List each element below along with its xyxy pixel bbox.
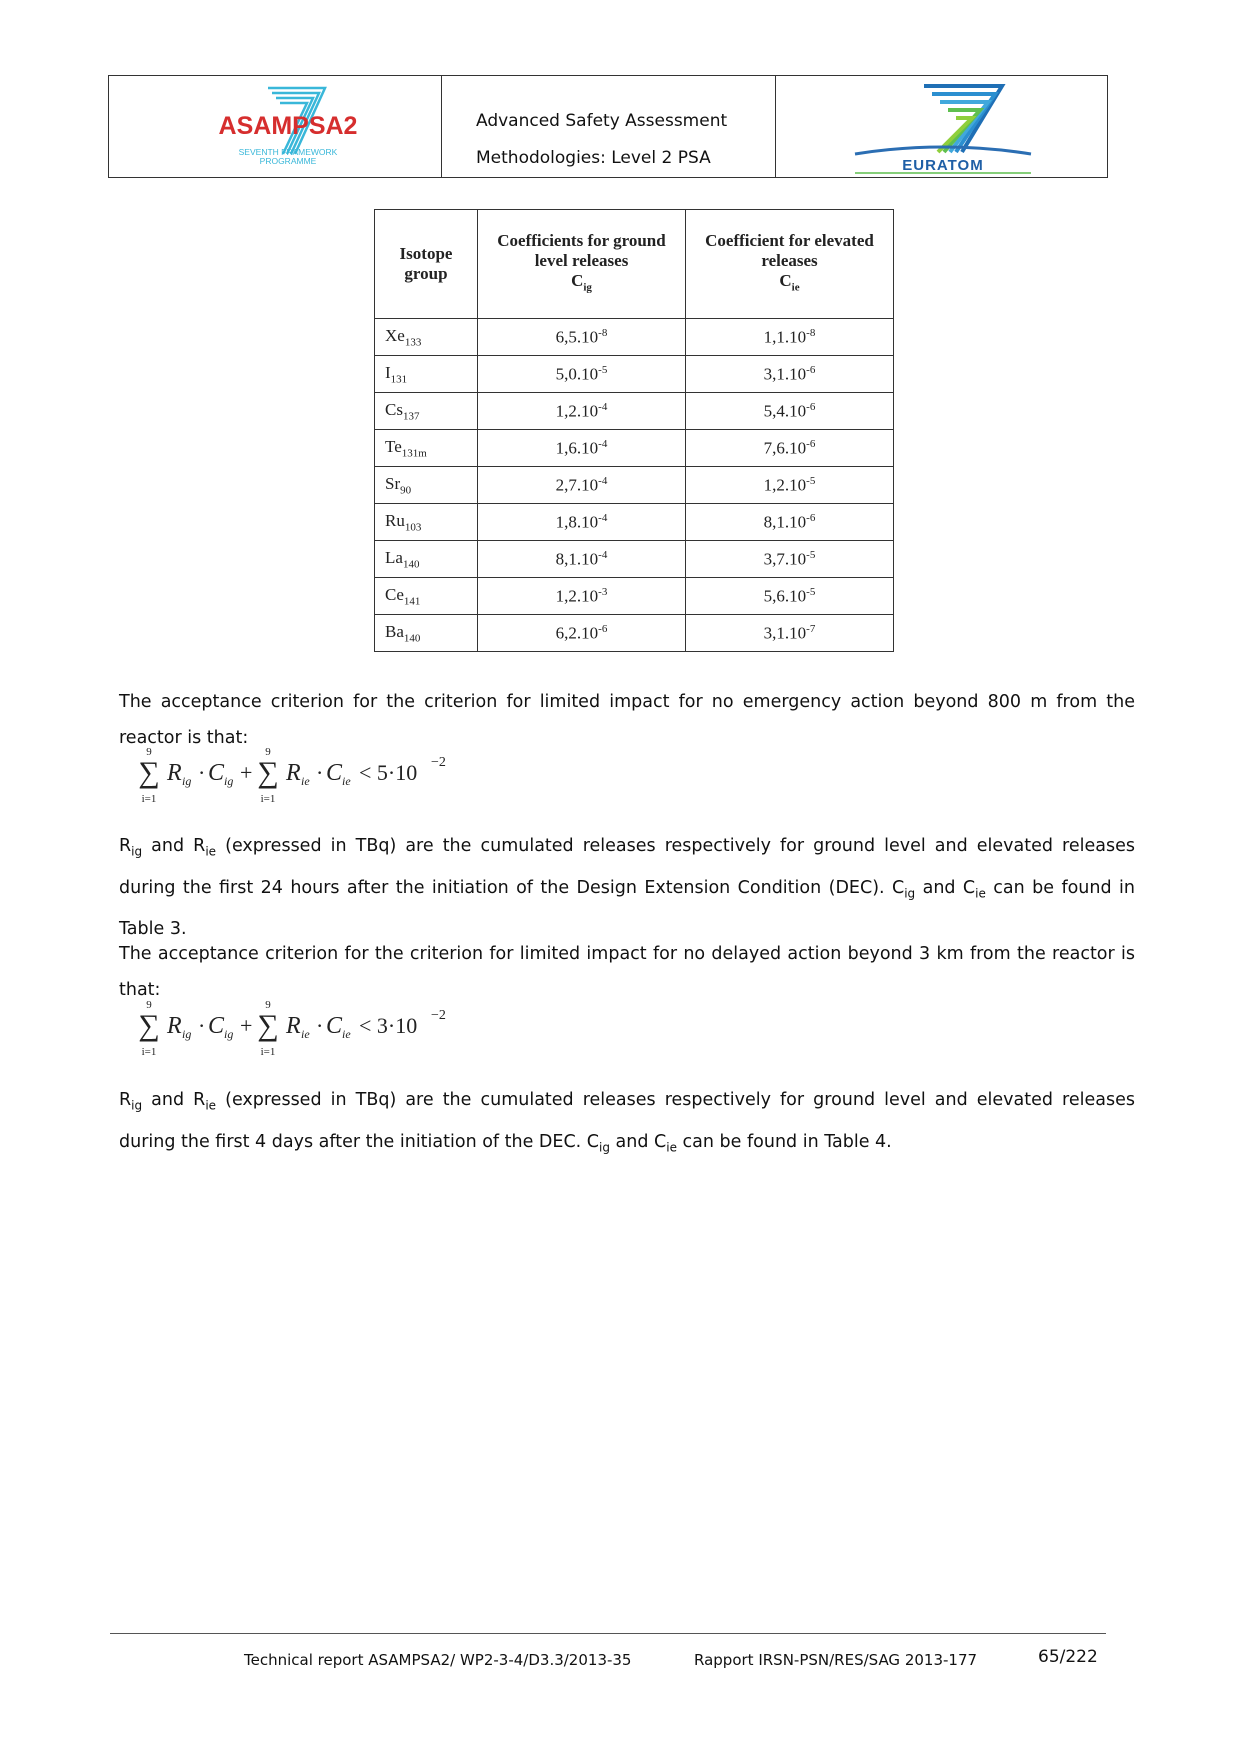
table-row xyxy=(375,578,894,615)
svg-text:+: + xyxy=(240,760,253,785)
elevated-coefficient-cell: $7,6.10^{-6}$ xyxy=(686,430,894,467)
paragraph-criterion-800m: The acceptance criterion for the criterion for limited impact for no emergency action beyond 800 m from the reactor is that: xyxy=(119,692,1135,748)
svg-text:R: R xyxy=(286,760,301,786)
svg-text:C: C xyxy=(326,760,343,786)
elevated-coefficient-cell: $5,4.10^{-6}$ xyxy=(686,393,894,430)
isotope-cell: $Cs_{137}$ xyxy=(375,393,478,430)
elevated-coefficient-cell: $3,7.10^{-5}$ xyxy=(686,541,894,578)
asampsa2-logo-text: ASAMPSA2 xyxy=(218,112,358,140)
header-title-line2: Methodologies: Level 2 PSA xyxy=(476,148,711,168)
paragraph-releases-4days: $R_{ig}$ and $R_{ie}$ (expressed in TBq) are the cumulated releases respectively for ground level and elevated releases during the first 4 days after the initiation of the DEC. $C_{ig}$ and $C_{ie}$ can be found in Table 4. xyxy=(119,1090,1135,1154)
isotope-cell: $La_{140}$ xyxy=(375,541,478,578)
table-row xyxy=(375,319,894,356)
table-row xyxy=(375,467,894,504)
svg-text:i=1: i=1 xyxy=(141,1046,157,1058)
footer-divider xyxy=(110,1633,1106,1634)
svg-text:C: C xyxy=(208,1013,225,1039)
isotope-coefficients-table xyxy=(374,209,894,652)
elevated-coefficient-cell: $1,1.10^{-8}$ xyxy=(686,319,894,356)
svg-text:−2: −2 xyxy=(431,755,446,770)
svg-text:·: · xyxy=(316,1013,324,1038)
elevated-coefficient-cell: $8,1.10^{-6}$ xyxy=(686,504,894,541)
table-row xyxy=(375,393,894,430)
svg-text:9: 9 xyxy=(265,746,271,758)
page-header xyxy=(108,75,1108,178)
svg-text:< 5·10: < 5·10 xyxy=(359,760,418,785)
paragraph-releases-24h: $R_{ig}$ and $R_{ie}$ (expressed in TBq) are the cumulated releases respectively for ground level and elevated releases during the first 24 hours after the initiation of the Design Extension Condition (DEC). $C_{ig}$ and $C_{ie}$ can be found in Table 3. xyxy=(119,836,1135,939)
svg-text:R: R xyxy=(286,1013,301,1039)
header-left-cell xyxy=(109,76,442,177)
isotope-cell: $Ru_{103}$ xyxy=(375,504,478,541)
asampsa2-logo xyxy=(213,84,363,172)
ground-coefficient-cell: $5,0.10^{-5}$ xyxy=(478,356,686,393)
svg-text:9: 9 xyxy=(265,999,271,1011)
svg-text:ig: ig xyxy=(182,774,192,788)
ground-coefficient-cell: $1,2.10^{-3}$ xyxy=(478,578,686,615)
svg-text:+: + xyxy=(240,1013,253,1038)
isotope-cell: $Sr_{90}$ xyxy=(375,467,478,504)
svg-text:·: · xyxy=(198,760,206,785)
header-title-line1: Advanced Safety Assessment xyxy=(476,111,728,131)
svg-text:∑: ∑ xyxy=(138,756,160,789)
svg-text:·: · xyxy=(198,1013,206,1038)
svg-text:ie: ie xyxy=(301,774,310,788)
svg-text:< 3·10: < 3·10 xyxy=(359,1013,418,1038)
ground-coefficient-cell: $6,5.10^{-8}$ xyxy=(478,319,686,356)
svg-text:ig: ig xyxy=(224,774,234,788)
svg-text:C: C xyxy=(208,760,225,786)
ground-coefficient-cell: $6,2.10^{-6}$ xyxy=(478,615,686,652)
svg-text:9: 9 xyxy=(146,746,152,758)
header-title-cell xyxy=(442,76,776,177)
isotope-cell: $Ba_{140}$ xyxy=(375,615,478,652)
table-row xyxy=(375,356,894,393)
svg-text:i=1: i=1 xyxy=(141,793,157,805)
elevated-coefficient-cell: $3,1.10^{-6}$ xyxy=(686,356,894,393)
elevated-coefficient-cell: $5,6.10^{-5}$ xyxy=(686,578,894,615)
header-elevated-coefficients: Coefficient for elevated releases $C_{ie}$ xyxy=(686,210,894,319)
ground-coefficient-cell: $1,6.10^{-4}$ xyxy=(478,430,686,467)
svg-text:ig: ig xyxy=(224,1027,234,1041)
header-ground-coefficients: Coefficients for ground level releases $C_{ig}$ xyxy=(478,210,686,319)
isotope-cell: $Te_{131m}$ xyxy=(375,430,478,467)
svg-text:R: R xyxy=(167,1013,182,1039)
formula-criterion-800m xyxy=(135,744,465,808)
isotope-cell: $Xe_{133}$ xyxy=(375,319,478,356)
euratom-logo-text: EURATOM xyxy=(902,157,984,174)
svg-text:R: R xyxy=(167,760,182,786)
paragraph-criterion-3km: The acceptance criterion for the criterion for limited impact for no delayed action beyond 3 km from the reactor is that: xyxy=(119,944,1135,1000)
elevated-coefficient-cell: $1,2.10^{-5}$ xyxy=(686,467,894,504)
header-isotope-group: Isotope group xyxy=(375,210,478,319)
svg-text:∑: ∑ xyxy=(138,1009,160,1042)
euratom-logo xyxy=(850,82,1036,174)
table-body xyxy=(375,319,894,652)
isotope-cell: $I_{131}$ xyxy=(375,356,478,393)
table-header-row xyxy=(375,210,894,319)
svg-text:∑: ∑ xyxy=(257,1009,279,1042)
svg-text:ie: ie xyxy=(301,1027,310,1041)
svg-text:9: 9 xyxy=(146,999,152,1011)
ground-coefficient-cell: $2,7.10^{-4}$ xyxy=(478,467,686,504)
svg-text:ie: ie xyxy=(342,1027,351,1041)
page-number: 65/222 xyxy=(1038,1647,1098,1667)
ground-coefficient-cell: $1,2.10^{-4}$ xyxy=(478,393,686,430)
elevated-coefficient-cell: $3,1.10^{-7}$ xyxy=(686,615,894,652)
svg-text:i=1: i=1 xyxy=(260,793,276,805)
ground-coefficient-cell: $8,1.10^{-4}$ xyxy=(478,541,686,578)
table-row xyxy=(375,430,894,467)
table-row xyxy=(375,541,894,578)
ground-coefficient-cell: $1,8.10^{-4}$ xyxy=(478,504,686,541)
svg-text:·: · xyxy=(316,760,324,785)
svg-text:C: C xyxy=(326,1013,343,1039)
isotope-cell: $Ce_{141}$ xyxy=(375,578,478,615)
svg-text:ie: ie xyxy=(342,774,351,788)
svg-text:∑: ∑ xyxy=(257,756,279,789)
header-right-cell xyxy=(776,76,1107,177)
header-title xyxy=(476,103,727,177)
svg-text:i=1: i=1 xyxy=(260,1046,276,1058)
svg-text:ig: ig xyxy=(182,1027,192,1041)
footer-report-id: Technical report ASAMPSA2/ WP2-3-4/D3.3/2013-35 xyxy=(244,1651,632,1669)
svg-text:−2: −2 xyxy=(431,1008,446,1023)
table-row xyxy=(375,615,894,652)
asampsa2-logo-line2: PROGRAMME xyxy=(259,156,317,166)
asampsa2-logo-line1: SEVENTH FRAMEWORK xyxy=(238,147,338,157)
table-row xyxy=(375,504,894,541)
formula-criterion-3km xyxy=(135,997,465,1061)
footer-irsn-report: Rapport IRSN-PSN/RES/SAG 2013-177 xyxy=(694,1651,978,1669)
